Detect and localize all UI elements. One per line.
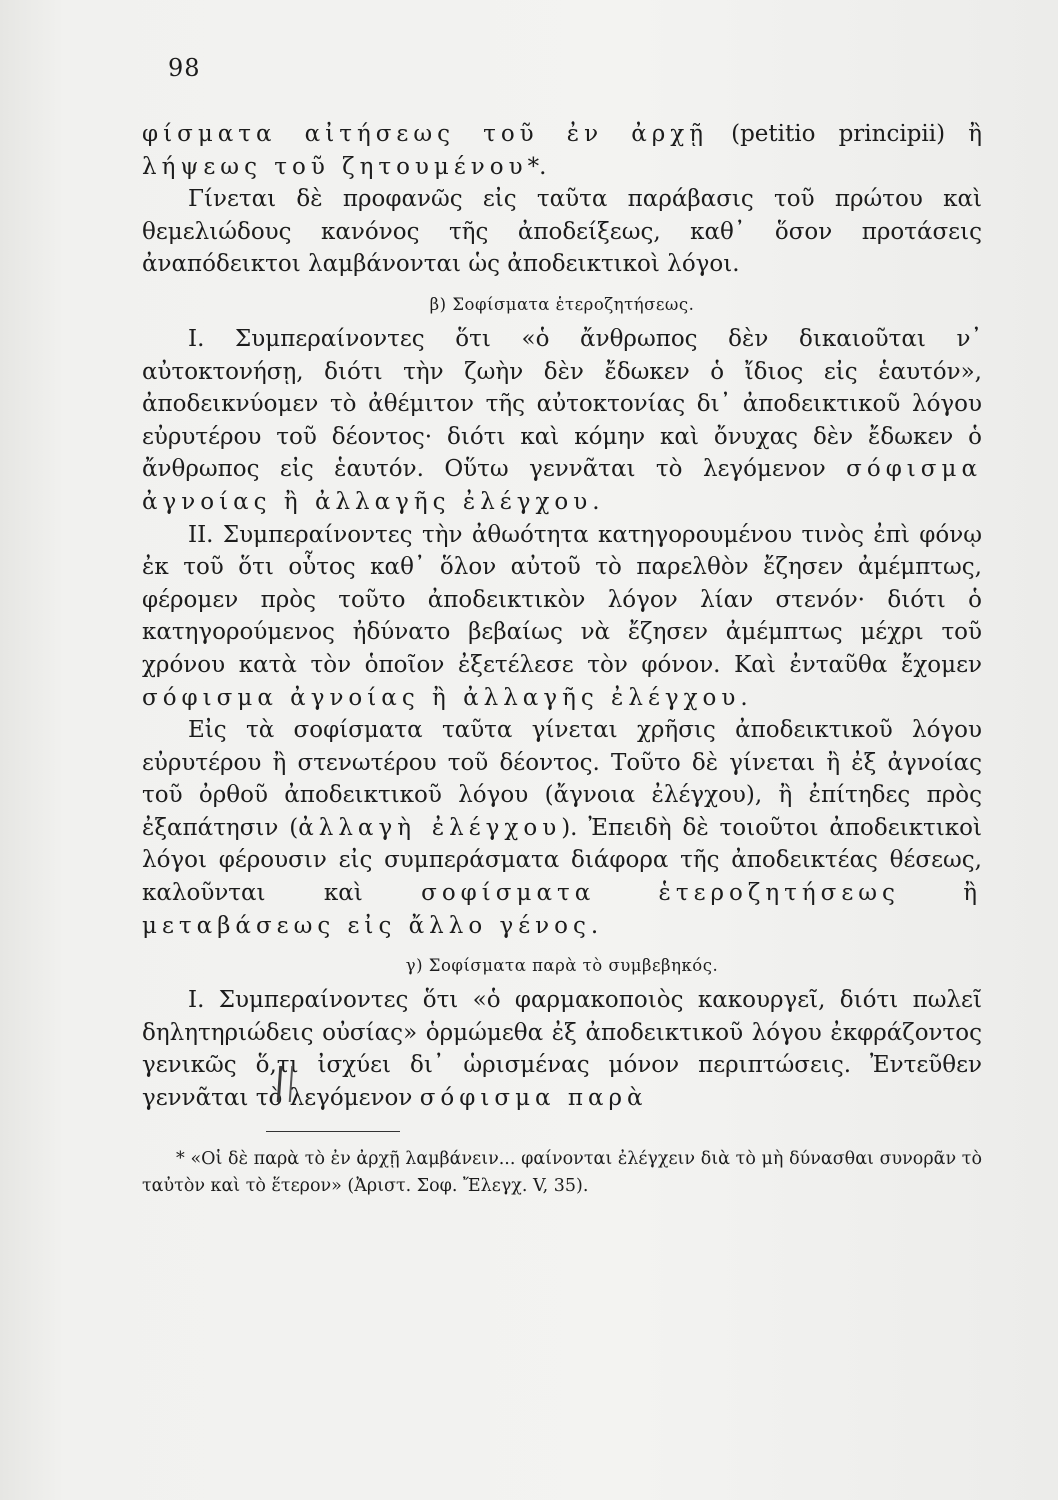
paragraph-text: II. Συμπεραίνοντες τὴν ἀθωότητα κατηγορουμένου τινὸς ἐπὶ φόνῳ ἐκ τοῦ ὅτι οὗτος καθ᾽ ὅλον αὐτοῦ τὸ παρελθὸν ἔζησεν ἀμέμπτως, φέρομεν πρὸς τοῦτο ἀποδεικτικὸν λόγον λίαν στενόν· διότι ὁ κατηγορούμενος ἠδύνατο βεβαίως νὰ ἔζησεν ἀμέμπτως μέχρι τοῦ χρόνου κατὰ τὸν ὁποῖον ἐξετέλεσε τὸν φόνον. Καὶ ἐνταῦθα ἔχομεν xyxy=(142,521,982,678)
paragraph-text: . xyxy=(740,684,748,711)
paragraph-text: . xyxy=(590,912,599,939)
paragraph-example-2 xyxy=(142,519,982,715)
spaced-term: φίσματα αἰτήσεως τοῦ ἐν ἀρχῇ xyxy=(142,121,708,147)
paragraph-example-3 xyxy=(142,984,982,1114)
spaced-term: λήψεως τοῦ ζητουμένου xyxy=(142,153,528,180)
paragraph-text: I. Συμπεραίνοντες ὅτι «ὁ φαρμακοποιὸς κακουργεῖ, διότι πωλεῖ δηλητηριώδεις οὐσίας» ὁρμώμεθα ἐξ ἀποδεικτικοῦ λόγου ἐκφράζοντος γενικῶς ὅ,τι ἰσχύει δι᾽ ὡρισμένας μόνον περιπτώσεις. Ἐντεῦθεν γεννᾶται τὸ λεγόμενον xyxy=(142,987,982,1112)
section-heading-beta: β) Σοφίσματα ἑτεροζητήσεως. xyxy=(429,294,695,314)
paragraph-text: . xyxy=(592,488,600,515)
spaced-term: σόφισμα ἀγνοίας ἢ ἀλλαγῆς ἐλέγχου xyxy=(142,684,741,711)
spaced-term: ἀλλαγὴ ἐλέγχου xyxy=(298,814,562,841)
pencil-mark xyxy=(277,1066,294,1102)
paragraph-explanation xyxy=(142,714,982,942)
footnote-rule xyxy=(266,1131,400,1132)
footnote-marker: *. xyxy=(527,153,547,180)
paragraph-violation: Γίνεται δὲ προφανῶς εἰς ταῦτα παράβασις τοῦ πρώτου καὶ θεμελιώδους κανόνος τῆς ἀποδείξεως, καθ᾽ ὅσον προτάσεις ἀναπόδεικτοι λαμβάνονται ὡς ἀποδεικτικοὶ λόγοι. xyxy=(142,186,982,278)
latin-gloss: (petitio principii) ἢ xyxy=(707,121,982,147)
section-heading-gamma: γ) Σοφίσματα παρὰ τὸ συμβεβηκός. xyxy=(405,956,719,976)
body-text xyxy=(142,118,982,1200)
paragraph-petitio xyxy=(142,118,982,183)
spaced-term: σόφισμα ἀγνοίας ἢ ἀλλαγῆς ἐλέγχου xyxy=(142,456,982,515)
spaced-term: σοφίσματα ἑτεροζητήσεως ἢ μεταβάσεως εἰς ἄλλο γένος xyxy=(142,880,982,939)
paragraph-text: Εἰς τὰ σοφίσματα ταῦτα γίνεται χρῆσις ἀποδεικτικοῦ λόγου εὐρυτέρου ἢ στενωτέρου τοῦ δέοντος. Τοῦτο δὲ γίνεται ἢ ἐξ ἀγνοίας τοῦ ὀρθοῦ ἀποδεικτικοῦ λόγου (ἄγνοια ἐλέγχου), ἢ ἐπίτηδες πρὸς ἐξαπάτησιν ( xyxy=(142,717,982,841)
paragraph-text: I. Συμπεραίνοντες ὅτι «ὁ ἄνθρωπος δὲν δικαιοῦται ν᾽ αὐτοκτονήσῃ, διότι τὴν ζωὴν δὲν ἔδωκεν ὁ ἴδιος εἰς ἑαυτόν», ἀποδεικνύομεν τὸ ἀθέμιτον τῆς αὐτοκτονίας δι᾽ ἀποδεικτικοῦ λόγου εὐρυτέρου τοῦ δέοντος· διότι καὶ κόμην καὶ ὄνυχας δὲν ἔδωκεν ὁ ἄνθρωπος εἰς ἑαυτόν. Οὕτω γεννᾶται τὸ λεγόμενον xyxy=(142,325,982,483)
page-number: 98 xyxy=(168,54,201,82)
footnote: * «Οἱ δὲ παρὰ τὸ ἐν ἀρχῇ λαμβάνειν... φαίνονται ἐλέγχειν διὰ τὸ μὴ δύνασθαι συνορᾶν τὸ ταὐτὸν καὶ τὸ ἕτερον» (Ἀριστ. Σοφ. Ἔλεγχ. V, 35). xyxy=(142,1148,982,1196)
spaced-term: σόφισμα παρὰ xyxy=(419,1085,648,1112)
paragraph-example-1 xyxy=(142,323,982,519)
paragraph-text: ). Ἐπειδὴ δὲ τοιοῦτοι ἀποδεικτικοὶ λόγοι φέρουσιν εἰς συμπεράσματα διάφορα τῆς ἀποδεικτέας θέσεως, καλοῦνται καὶ xyxy=(142,814,983,907)
